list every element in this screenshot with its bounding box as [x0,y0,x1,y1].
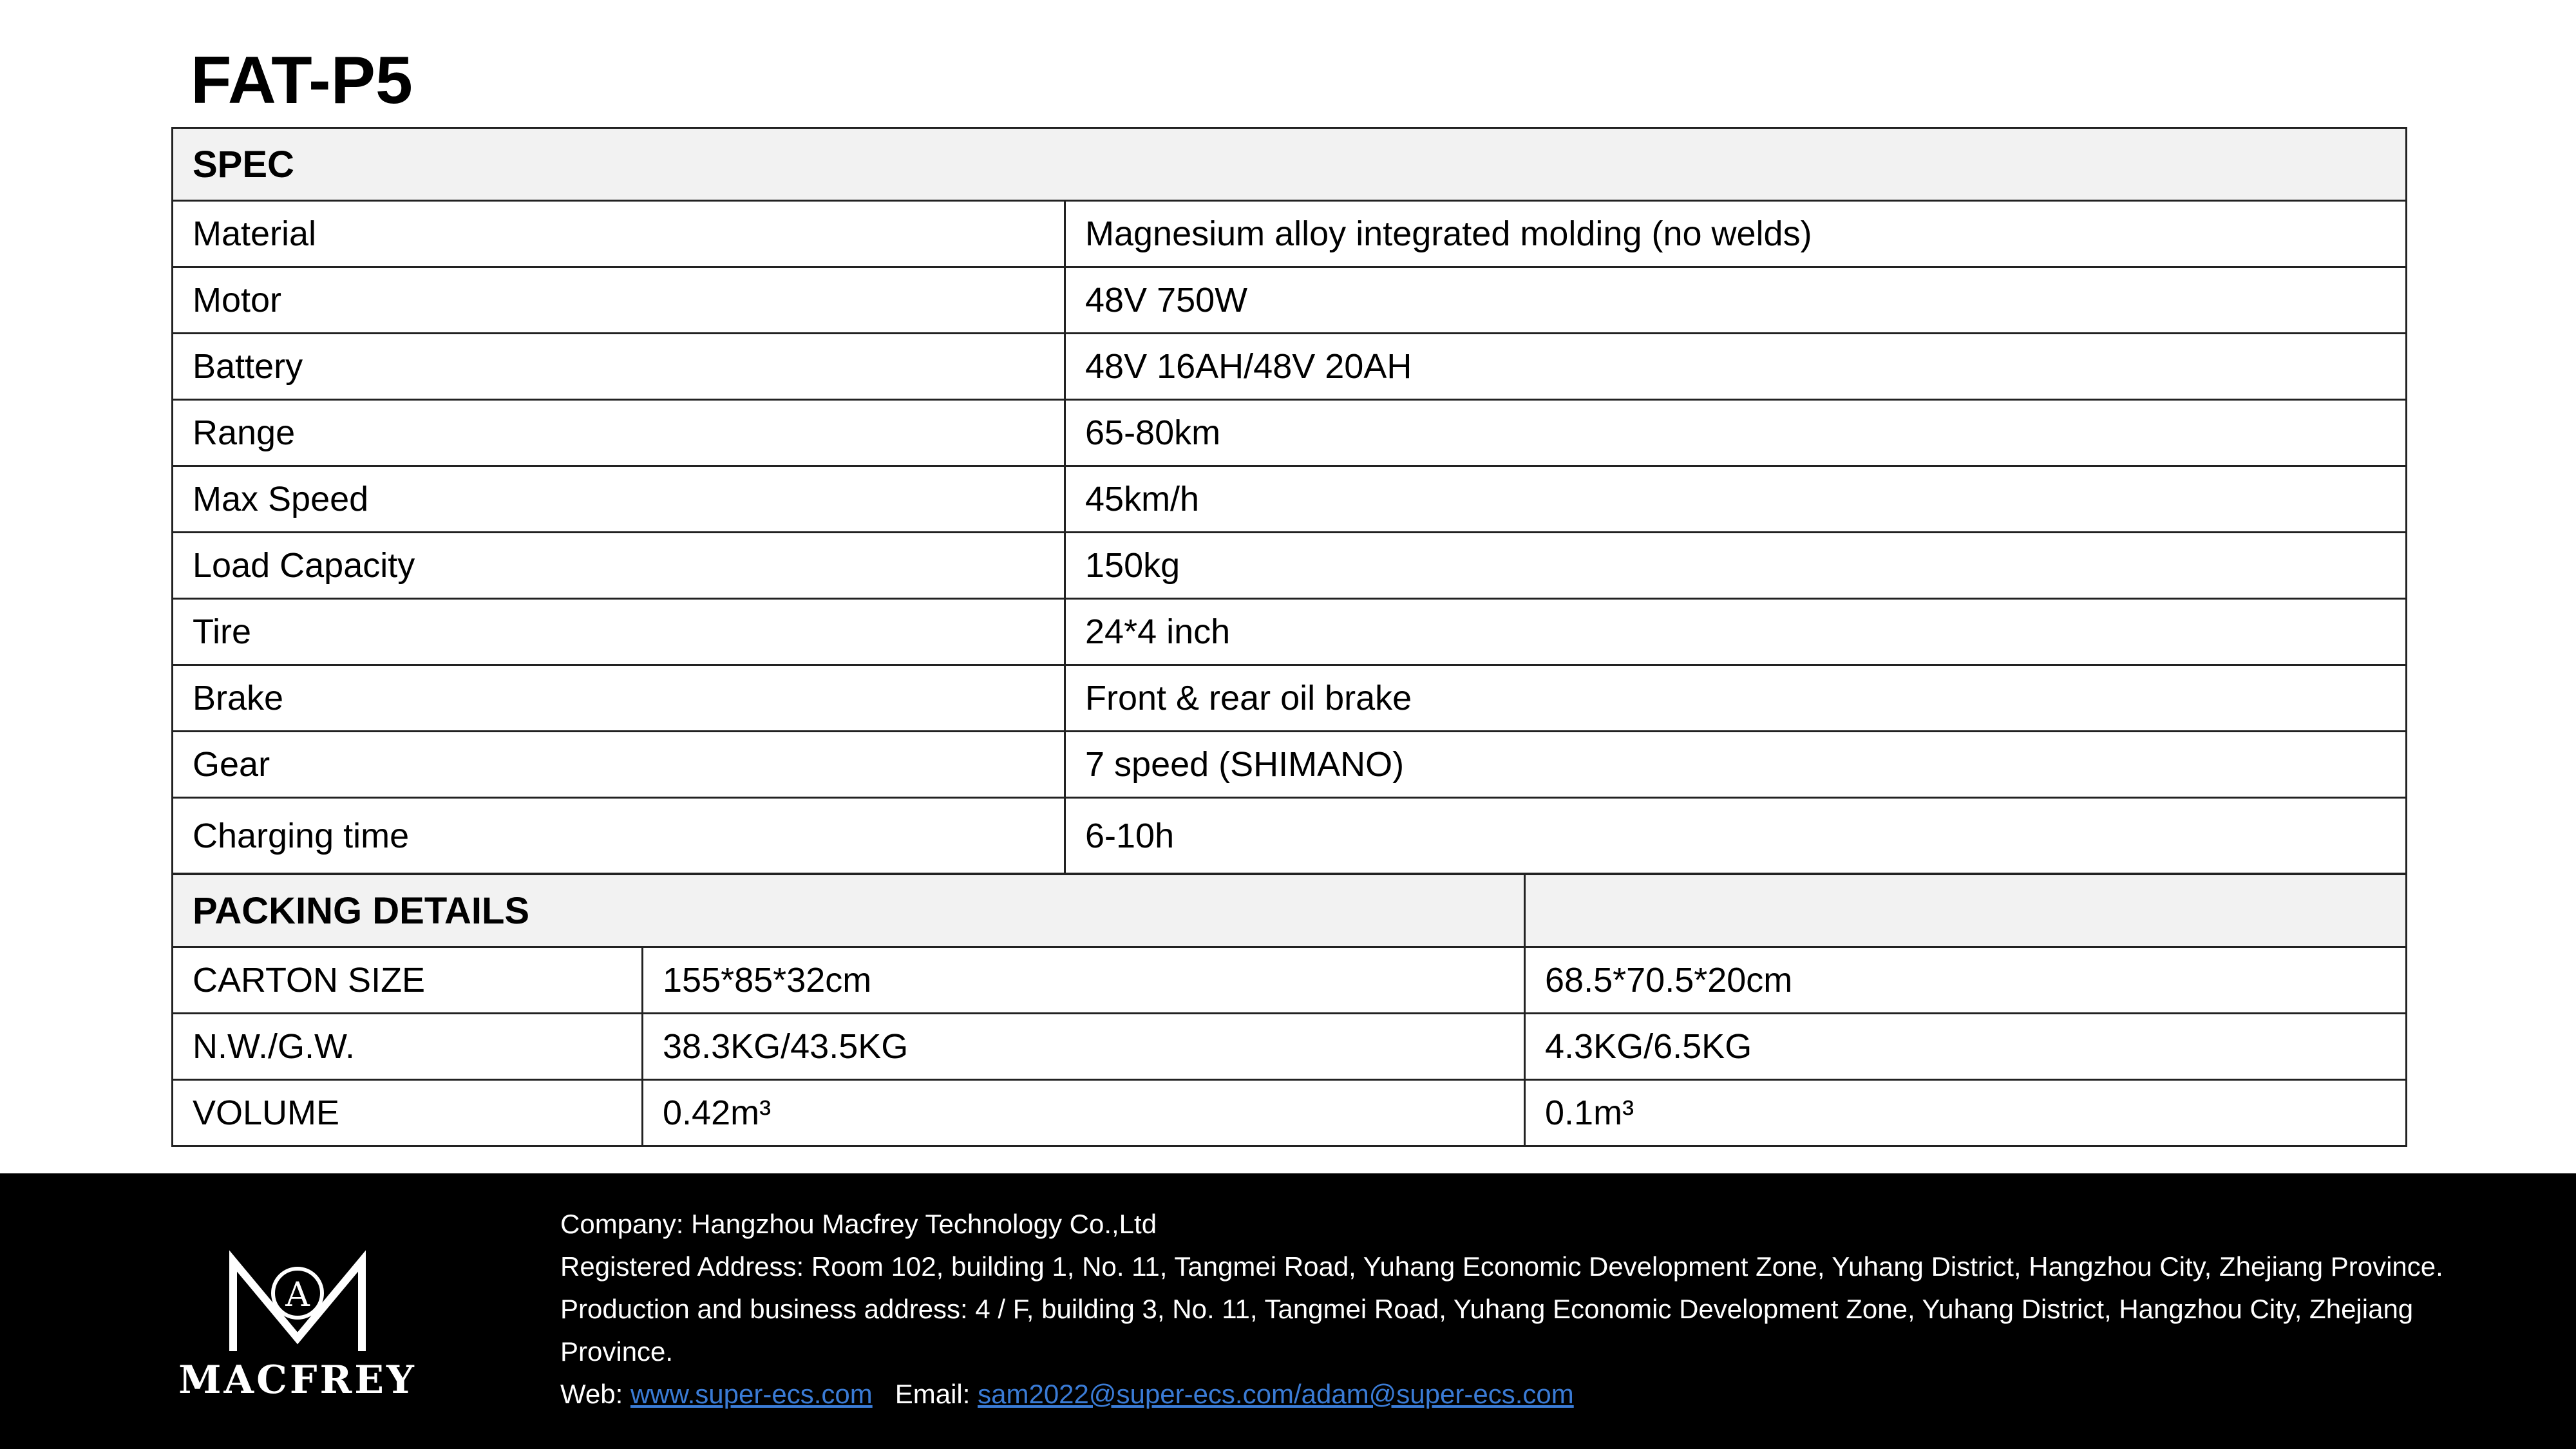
table-row [173,665,2407,732]
packing-value: 68.5*70.5*20cm [1525,947,2407,1014]
spec-value: Front & rear oil brake [1065,665,2407,732]
spec-value: 45km/h [1065,466,2407,533]
email-link[interactable]: sam2022@super-ecs.com/adam@super-ecs.com [978,1379,1574,1409]
contact-line [560,1373,2428,1416]
packing-value: 4.3KG/6.5KG [1525,1014,2407,1080]
packing-value: 38.3KG/43.5KG [643,1014,1525,1080]
logo-text: MACFREY [178,1358,417,1403]
packing-label: N.W./G.W. [173,1014,643,1080]
table-row [173,1014,2407,1080]
company-info [560,1203,2443,1416]
packing-header-row [173,875,2407,947]
table-row [173,466,2407,533]
spec-label: Gear [173,732,1065,798]
spec-value: 65-80km [1065,400,2407,466]
logo [137,1242,459,1403]
spec-label: Motor [173,267,1065,334]
packing-table [171,873,2407,1147]
spec-label: Max Speed [173,466,1065,533]
spec-label: Battery [173,334,1065,400]
packing-value: 0.42m³ [643,1080,1525,1146]
table-row [173,334,2407,400]
spec-label: Material [173,201,1065,267]
table-row [173,947,2407,1014]
table-row [173,201,2407,267]
packing-value: 0.1m³ [1525,1080,2407,1146]
table-row [173,599,2407,665]
packing-value: 155*85*32cm [643,947,1525,1014]
table-row [173,400,2407,466]
spec-value: 24*4 inch [1065,599,2407,665]
packing-label: CARTON SIZE [173,947,643,1014]
spec-value: Magnesium alloy integrated molding (no welds) [1065,201,2407,267]
spec-label: Range [173,400,1065,466]
footer [0,1173,2576,1449]
spec-value: 48V 750W [1065,267,2407,334]
table-row [173,533,2407,599]
email-label: Email: [895,1379,971,1409]
table-row [173,267,2407,334]
macfrey-monogram-icon [137,1242,459,1358]
packing-label: VOLUME [173,1080,643,1146]
spec-value: 6-10h [1065,798,2407,874]
spec-value: 48V 16AH/48V 20AH [1065,334,2407,400]
page-title: FAT-P5 [191,43,413,118]
company-name: Company: Hangzhou Macfrey Technology Co.,Ltd [560,1209,1157,1239]
table-row [173,1080,2407,1146]
spec-value: 150kg [1065,533,2407,599]
spec-label: Load Capacity [173,533,1065,599]
spec-label: Brake [173,665,1065,732]
svg-text:A: A [285,1276,310,1314]
registered-address: Registered Address: Room 102, building 1, No. 11, Tangmei Road, Yuhang Economic Development Zone, Yuhang District, Hangzhou City, Zhejiang Province. [560,1251,2443,1282]
spec-label: Charging time [173,798,1065,874]
packing-header: PACKING DETAILS [173,875,1525,947]
production-address-line2: Province. [560,1336,674,1367]
web-label: Web: [560,1379,623,1409]
table-row [173,798,2407,874]
table-row [173,732,2407,798]
web-link[interactable]: www.super-ecs.com [630,1379,873,1409]
packing-header-right [1525,875,2407,947]
spec-table [171,127,2407,875]
spec-value: 7 speed (SHIMANO) [1065,732,2407,798]
production-address-line1: Production and business address: 4 / F, building 3, No. 11, Tangmei Road, Yuhang Economic Development Zone, Yuhang District, Hangzhou City, Zhejiang [560,1294,2414,1324]
spec-header-row [173,128,2407,201]
spec-label: Tire [173,599,1065,665]
spec-header: SPEC [173,128,2407,201]
